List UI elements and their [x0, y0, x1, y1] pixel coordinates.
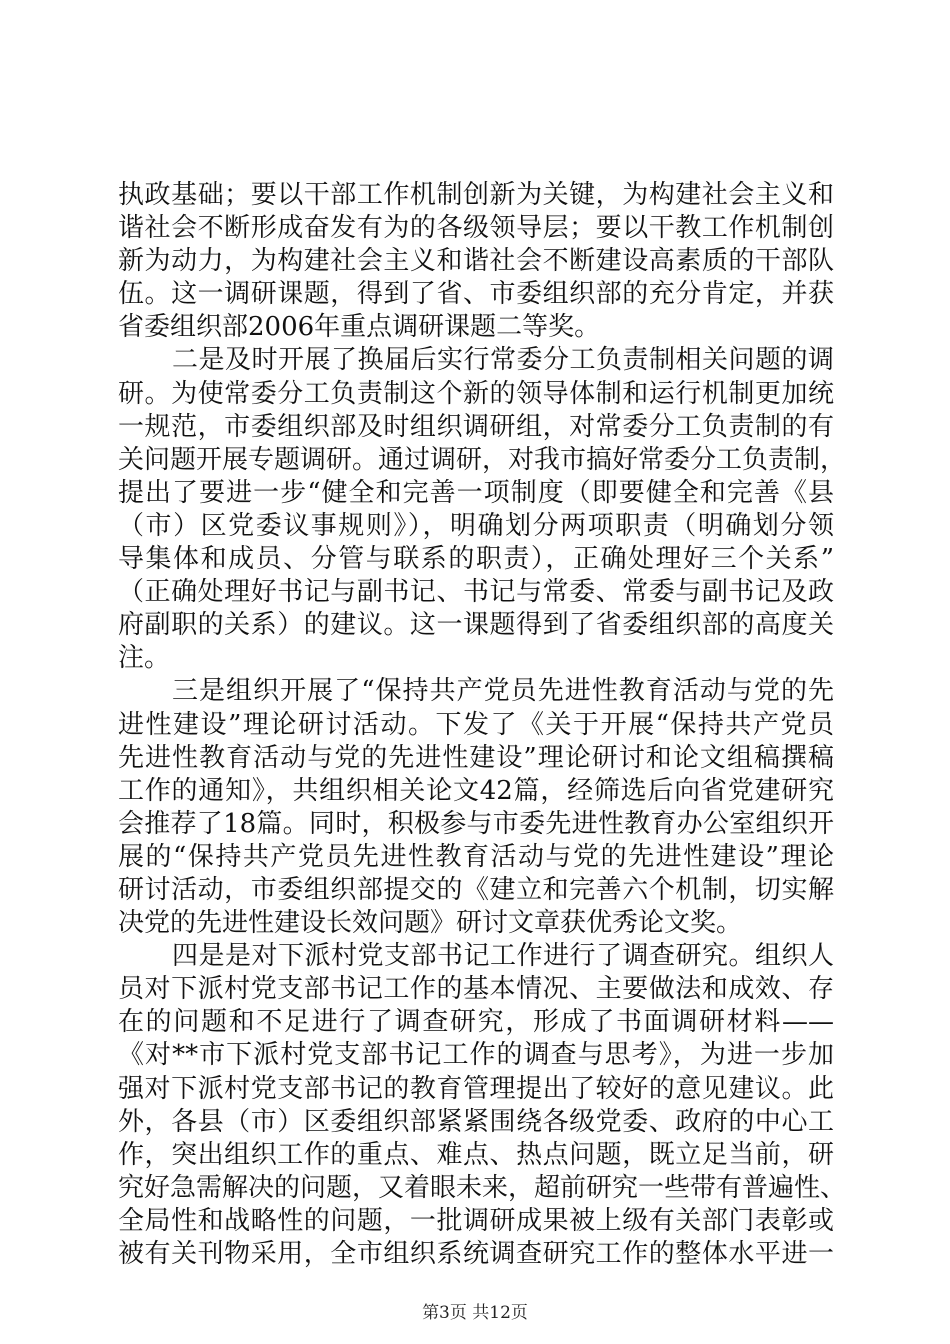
text-line: 展的“保持共产党员先进性教育活动与党的先进性建设”理论: [118, 841, 834, 872]
text-line: 先进性教育活动与党的先进性建设”理论研讨和论文组稿撰稿: [118, 742, 834, 773]
text-line: 伍。这一调研课题，得到了省、市委组织部的充分肯定，并获: [118, 279, 834, 310]
text-line: 省委组织部2006年重点调研课题二等奖。: [118, 312, 601, 343]
text-line: 府副职的关系）的建议。这一课题得到了省委组织部的高度关: [118, 610, 834, 641]
text-line: 进性建设”理论研讨活动。下发了《关于开展“保持共产党员: [118, 709, 834, 740]
text-line: （市）区党委议事规则》），明确划分两项职责（明确划分领: [118, 510, 834, 541]
text-line: 作，突出组织工作的重点、难点、热点问题，既立足当前，研: [118, 1139, 834, 1170]
text-line: 执政基础；要以干部工作机制创新为关键，为构建社会主义和: [118, 180, 834, 210]
text-line: 注。: [118, 643, 171, 674]
paragraph-start-line: 二是及时开展了换届后实行常委分工负责制相关问题的调: [172, 345, 834, 376]
text-line: 工作的通知》，共组织相关论文42篇，经筛选后向省党建研究: [118, 775, 834, 806]
text-line: 研讨活动，市委组织部提交的《建立和完善六个机制，切实解: [118, 874, 834, 905]
text-line: 员对下派村党支部书记工作的基本情况、主要做法和成效、存: [118, 974, 834, 1005]
text-line: 会推荐了18篇。同时，积极参与市委先进性教育办公室组织开: [118, 808, 834, 839]
text-line: 导集体和成员、分管与联系的职责），正确处理好三个关系”: [118, 544, 834, 575]
text-line: 究好急需解决的问题，又着眼未来，超前研究一些带有普遍性、: [118, 1172, 847, 1203]
paragraph-start-line: 四是是对下派村党支部书记工作进行了调查研究。组织人: [172, 941, 834, 972]
text-line: 研。为使常委分工负责制这个新的领导体制和运行机制更加统: [118, 378, 834, 409]
text-line: 决党的先进性建设长效问题》研讨文章获优秀论文奖。: [118, 908, 743, 939]
text-line: 强对下派村党支部书记的教育管理提出了较好的意见建议。此: [118, 1073, 834, 1104]
paragraph-start-line: 三是组织开展了“保持共产党员先进性教育活动与党的先: [172, 676, 834, 707]
text-line: 全局性和战略性的问题，一批调研成果被上级有关部门表彰或: [118, 1205, 834, 1236]
text-line: 外，各县（市）区委组织部紧紧围绕各级党委、政府的中心工: [118, 1106, 834, 1137]
body-text: [118, 179, 847, 1271]
text-line: 在的问题和不足进行了调查研究，形成了书面调研材料——: [118, 1007, 834, 1038]
text-line: 提出了要进一步“健全和完善一项制度（即要健全和完善《县: [118, 477, 834, 508]
text-line: 关问题开展专题调研。通过调研，对我市搞好常委分工负责制，: [118, 444, 847, 475]
text-line: 被有关刊物采用，全市组织系统调查研究工作的整体水平进一: [118, 1239, 834, 1269]
text-line: 新为动力，为构建社会主义和谐社会不断建设高素质的干部队: [118, 246, 834, 277]
page-footer: 第3页 共12页: [422, 1303, 528, 1323]
text-line: （正确处理好书记与副书记、书记与常委、常委与副书记及政: [118, 577, 834, 608]
text-line: 一规范，市委组织部及时组织调研组，对常委分工负责制的有: [118, 411, 834, 442]
text-line: 谐社会不断形成奋发有为的各级领导层；要以干教工作机制创: [118, 213, 834, 244]
text-line: 《对**市下派村党支部书记工作的调查与思考》，为进一步加: [118, 1040, 834, 1071]
